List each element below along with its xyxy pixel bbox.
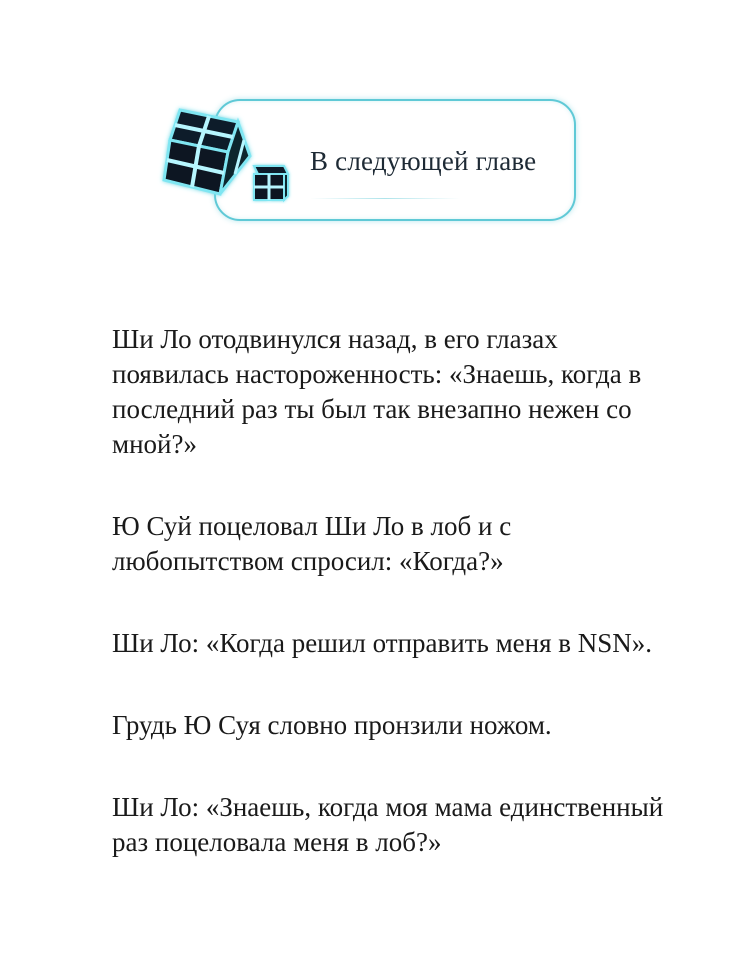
small-gift-cube-icon: [246, 160, 294, 204]
story-paragraph: Ши Ло: «Знаешь, когда моя мама единственный раз поцеловала меня в лоб?»: [112, 792, 664, 857]
gift-cube-icon: [150, 100, 256, 200]
story-paragraph: Грудь Ю Суя словно пронзили ножом.: [112, 710, 552, 740]
story-text: [112, 322, 672, 907]
story-paragraph: Ши Ло отодвинулся назад, в его глазах появилась настороженность: «Знаешь, когда в последний раз ты был так внезапно нежен со мной?»: [112, 324, 642, 459]
story-paragraph: Ши Ло: «Когда решил отправить меня в NSN».: [112, 628, 653, 658]
title-underline: [310, 198, 460, 199]
next-chapter-title: В следующей главе: [310, 146, 537, 176]
story-paragraph: Ю Суй поцеловал Ши Ло в лоб и с любопытством спросил: «Когда?»: [112, 511, 512, 576]
